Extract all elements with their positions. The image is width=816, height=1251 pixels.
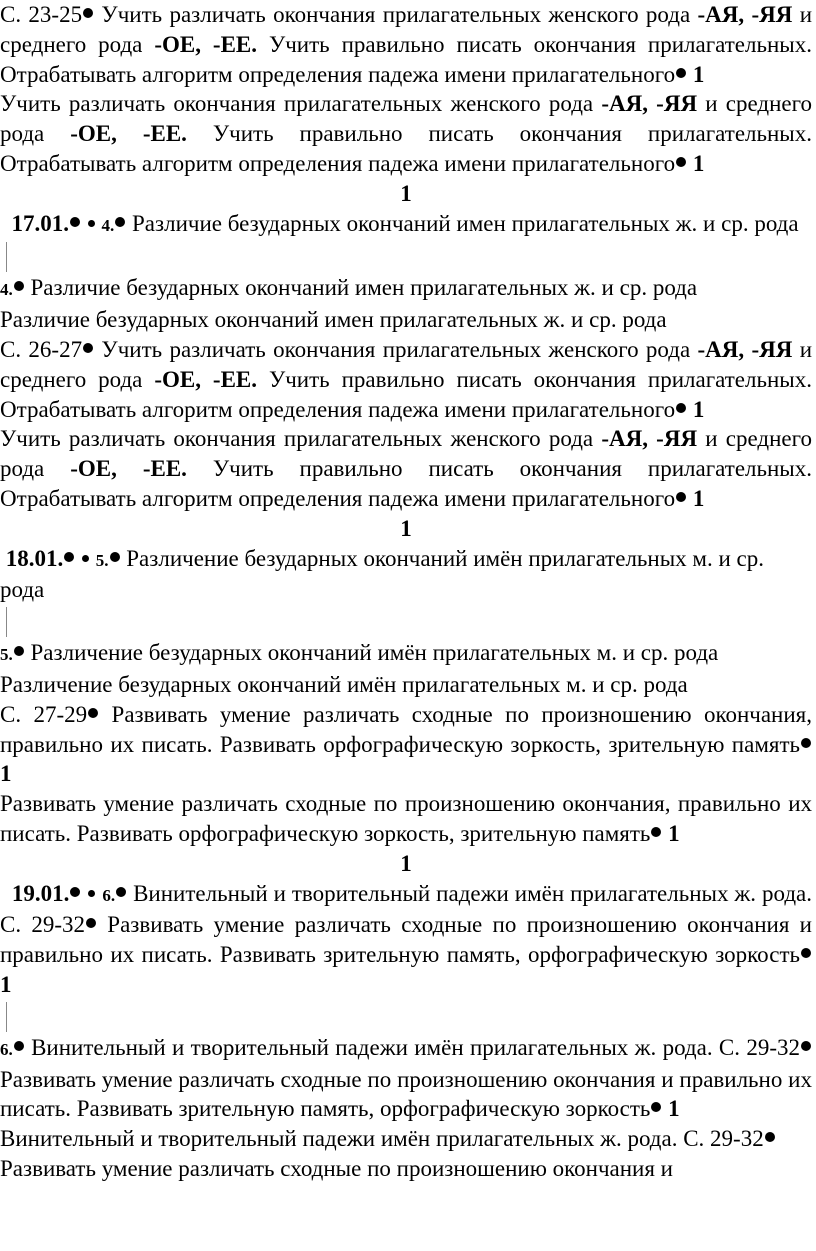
paragraph-2: Учить различать окончания прилагательных женского рода -АЯ, -ЯЯ и среднего рода -ОЕ, -ЕЕ. Учить правильно писать окончания прилагательных. Отрабатывать алгоритм определения падежа имени прилагательного 1 xyxy=(0,91,813,176)
bullet-icon xyxy=(110,552,120,562)
bullet-icon xyxy=(64,552,74,562)
bullet-icon xyxy=(801,948,811,958)
bullet-icon xyxy=(82,555,89,562)
lesson-number: 4. xyxy=(101,215,115,235)
bullet-icon xyxy=(116,887,126,897)
bullet-icon xyxy=(83,8,93,18)
bullet-icon xyxy=(765,1132,775,1142)
paragraph-1: С. 23-25 Учить различать окончания прилагательных женского рода -АЯ, -ЯЯ и среднего рода -ОЕ, -ЕЕ. Учить правильно писать окончания прилагательных. Отрабатывать алгоритм определения падежа имени прилагательного 1 xyxy=(0,2,813,87)
lesson-header: 19.01. 6. Винительный и творительный падежи имён прилагательных ж. рода. С. 29-32 Развивать умение различать сходные по произношению окончания и правильно их писать. Развивать зрительную память, орфографическую зоркость 1 xyxy=(0,880,813,997)
paragraph-6: Развивать умение различать сходные по произношению окончания, правильно их писать. Развивать орфографическую зоркость, зрительную память 1 xyxy=(0,791,812,846)
lesson-header xyxy=(0,544,812,606)
divider xyxy=(6,607,7,637)
bullet-icon xyxy=(676,68,686,78)
bullet-icon xyxy=(86,918,96,928)
bullet-icon xyxy=(14,1041,24,1051)
lesson-number: 6. xyxy=(102,885,116,905)
divider xyxy=(6,1002,7,1032)
bullet-icon xyxy=(115,217,125,227)
bullet-icon xyxy=(70,217,80,227)
lesson-topic-repeat: Различение безударных окончаний имён прилагательных м. и ср. рода xyxy=(0,671,688,697)
paragraph-3: С. 26-27 Учить различать окончания прилагательных женского рода -АЯ, -ЯЯ и среднего рода -ОЕ, -ЕЕ. Учить правильно писать окончания прилагательных. Отрабатывать алгоритм определения падежа имени прилагательного 1 xyxy=(0,336,813,422)
lesson-header xyxy=(0,209,812,241)
lesson-topic-repeat: Различие безударных окончаний имен прилагательных ж. и ср. рода xyxy=(0,307,667,333)
bullet-icon xyxy=(801,738,811,748)
bullet-icon xyxy=(14,281,24,291)
lesson-topic-line: 4. Различие безударных окончаний имен прилагательных ж. и ср. рода xyxy=(0,275,698,301)
bullet-icon xyxy=(801,1041,811,1051)
page-ref: С. 23-25 xyxy=(0,2,83,27)
lesson-topic: Различение безударных окончаний имён прилагательных м. и ср. рода xyxy=(0,545,764,603)
bullet-icon xyxy=(88,890,95,897)
lesson-date: 17.01. xyxy=(11,210,69,236)
bullet-icon xyxy=(676,492,686,502)
bullet-icon xyxy=(88,220,95,227)
lesson-topic-line: 5. Различение безударных окончаний имён прилагательных м. и ср. рода xyxy=(0,640,719,666)
bullet-icon xyxy=(83,343,93,353)
hours-count: 1 xyxy=(400,850,412,876)
bullet-icon xyxy=(676,403,686,413)
spacer xyxy=(0,1000,812,1033)
lesson-topic: Винительный и творительный падежи имён прилагательных ж. рода. С. 29-32 xyxy=(0,880,813,938)
lesson-date: 18.01. xyxy=(5,545,64,571)
paragraph-4: Учить различать окончания прилагательных женского рода -АЯ, -ЯЯ и среднего рода -ОЕ, -ЕЕ. Учить правильно писать окончания прилагательных. Отрабатывать алгоритм определения падежа имени прилагательного 1 xyxy=(0,426,813,511)
bullet-icon xyxy=(70,887,80,897)
spacer xyxy=(0,605,812,638)
lesson-number: 5. xyxy=(95,550,109,570)
hours-count: 1 xyxy=(400,180,412,206)
bullet-icon xyxy=(676,157,686,167)
bullet-icon xyxy=(651,827,661,837)
bullet-icon xyxy=(651,1102,661,1112)
lesson-topic: Различие безударных окончаний имен прилагательных ж. и ср. рода xyxy=(126,210,799,236)
lesson-date: 19.01. xyxy=(11,880,70,906)
hours-count: 1 xyxy=(400,515,412,541)
lesson-topic-repeat: Винительный и творительный падежи имён прилагательных ж. рода. С. 29-32 Развивать умение различать сходные по произношению окончания и xyxy=(0,1124,812,1184)
spacer xyxy=(0,240,812,273)
bullet-icon xyxy=(88,708,98,718)
bullet-icon xyxy=(14,646,24,656)
paragraph-5: С. 27-29 Развивать умение различать сходные по произношению окончания, правильно их писать. Развивать орфографическую зоркость, зрительную память 1 xyxy=(0,701,812,787)
divider xyxy=(6,242,7,272)
lesson-topic-line: 6. Винительный и творительный падежи имён прилагательных ж. рода. С. 29-32 Развивать умение различать сходные по произношению окончания и правильно их писать. Развивать зрительную память, орфографическую зоркость 1 xyxy=(0,1034,812,1122)
